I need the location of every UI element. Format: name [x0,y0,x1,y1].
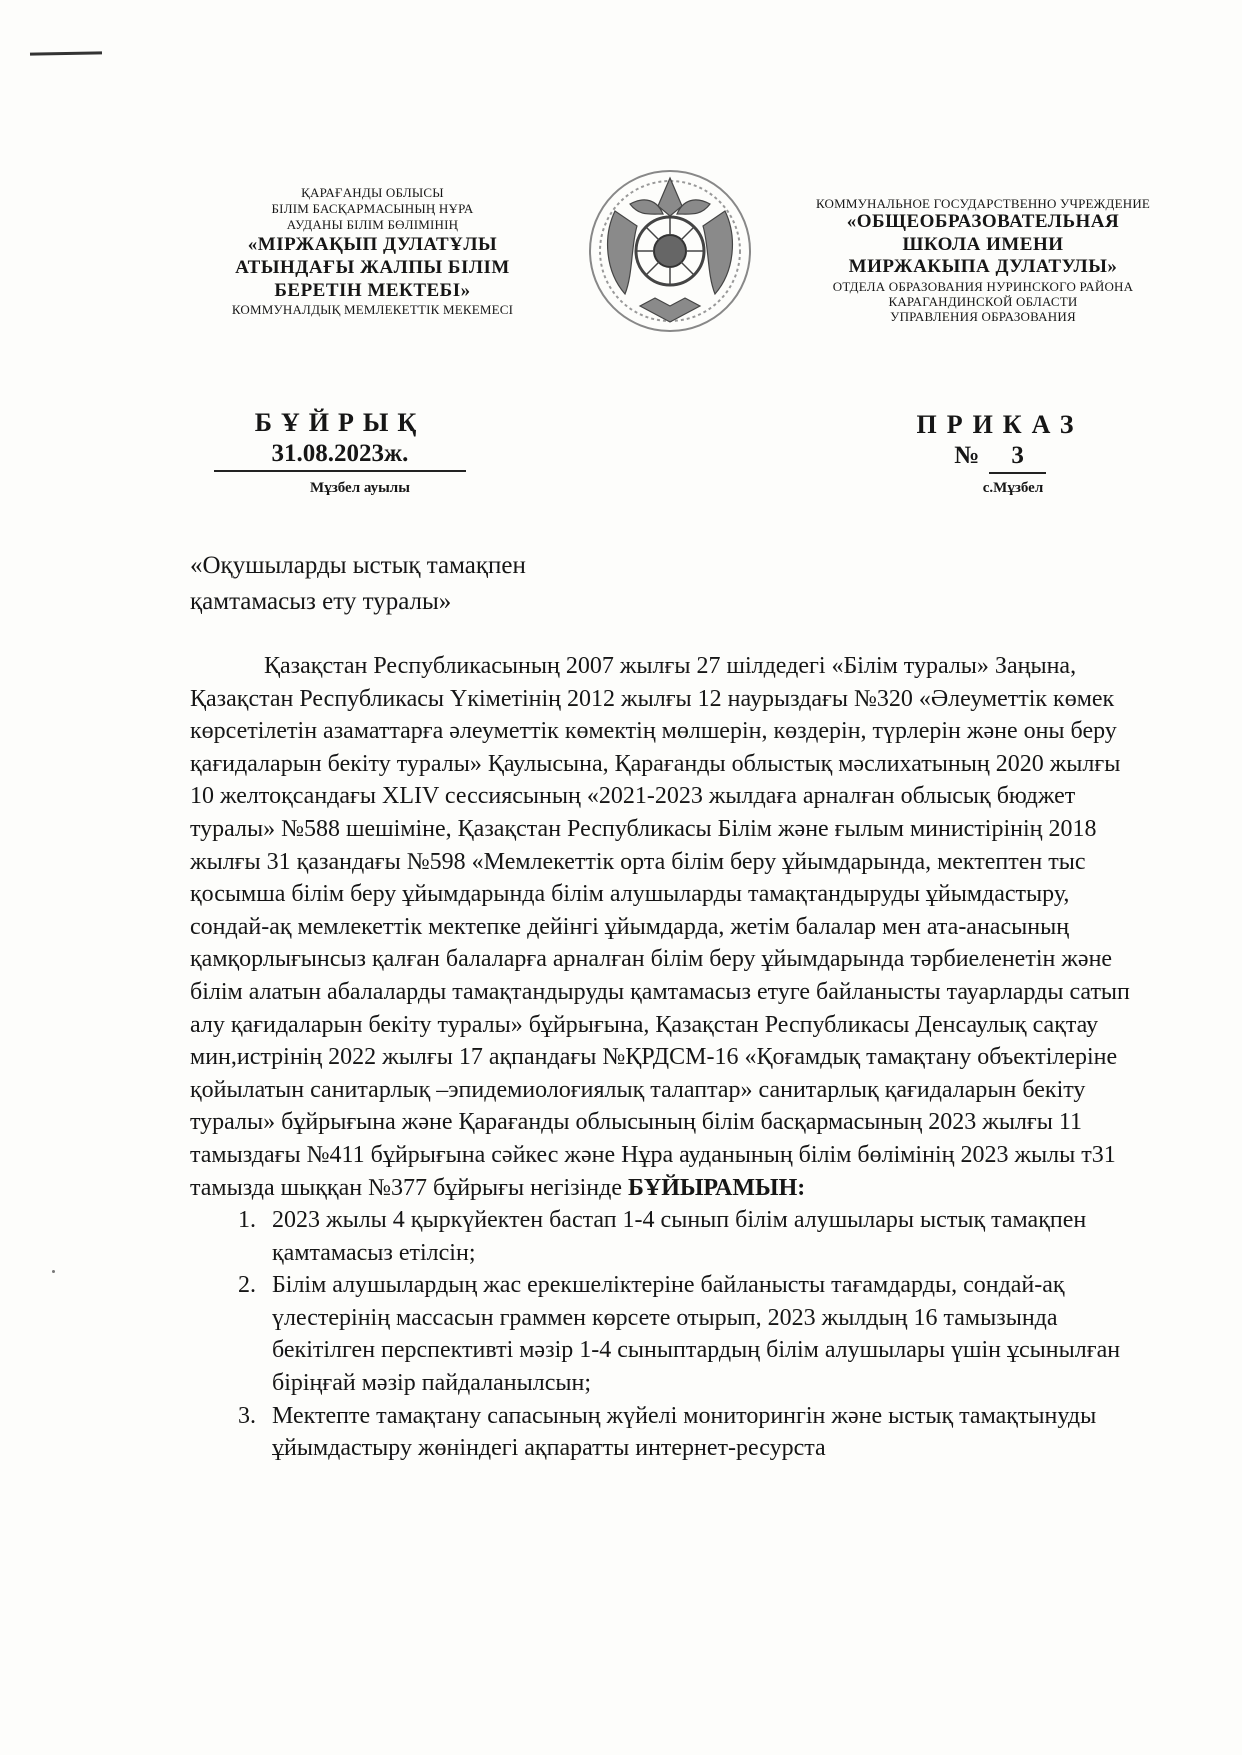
order-number: 3 [989,442,1046,474]
scan-speck [52,1270,55,1273]
header-ru-name1: «ОБЩЕОБРАЗОВАТЕЛЬНАЯ [846,211,1120,233]
list-item: 2. Білім алушылардың жас ерекшеліктеріне байланысты тағамдарды, сондай-ақ үлестерінің массасын граммен көрсете отырып, 2023 жылдың 16 тамызында бекітілген перспективті мәзір 1-4 сыныптардың білім алушылары үшін ұсынылған біріңғай мәзір пайдаланылсын; [262,1269,1150,1399]
order-subject [190,548,526,621]
order-number-line [900,442,1100,474]
header-kz-line1: ҚАРАҒАНДЫ ОБЛЫСЫ [301,185,444,200]
order-number-label: № [954,442,980,469]
header-ru-line3: КАРАГАНДИНСКОЙ ОБЛАСТИ [888,293,1078,309]
order-russian-block [900,410,1100,497]
header-ru-name3: МИРЖАКЫПА ДУЛАТУЛЫ» [848,256,1118,278]
order-kazakh-block [190,408,490,497]
body-paragraph [190,650,1150,1204]
header-kz-line2: БІЛІМ БАСҚАРМАСЫНЫҢ НҰРА [271,200,474,216]
header-kz-name1: «МІРЖАҚЫП ДУЛАТҰЛЫ [247,233,498,255]
header-ru-line2: ОТДЕЛА ОБРАЗОВАНИЯ НУРИНСКОГО РАЙОНА [832,278,1134,294]
order-ru-title: ПРИКАЗ [916,410,1084,439]
order-items-list [190,1204,1150,1465]
body-paragraph-text: Қазақстан Республикасының 2007 жылғы 27 шілдедегі «Білім туралы» Заңына, Қазақстан Республикасы Үкіметінің 2012 жылғы 12 наурыздағы №320 «Әлеуметтік көмек көрсетілетін азаматтарға әлеуметтік көмектің мөлшерін, көздерін, түрлерін және оны беру қағидаларын бекіту туралы» Қаулысына, Қарағанды облыстық мәслихатының 2020 жылғы 10 желтоқсандағы XLIV сессиясының «2021-2023 жылдаға арналған облысық бюджет туралы» №588 шешіміне, Қазақстан Республикасы Білім және ғылым министірінің 2018 жылғы 31 қазандағы №598 «Мемлекеттік орта білім беру ұйымдарында, мектептен тыс қосымша білім беру ұйымдарында білім алушыларды тамақтандыруды ұйымдастыру, сондай-ақ мемлекеттік мектепке дейінгі ұйымдарда, жетім балалар мен ата-анасының қамқорлығынсыз қалған балаларға арналған білім беру ұйымдарында тәрбиеленетін және білім алатын абалаларды тамақтандыруды қамтамасыз етуге байланысты тауарларды сатып алу қағидаларын бекіту туралы» бұйрығына, Қазақстан Республикасы Денсаулық сақтау мин,истрінің 2022 жылғы 17 ақпандағы №ҚРДСМ-16 «Қоғамдық тамақтану объектілеріне қойылатын санитарлық –эпидемиолоғиялық талаптар» санитарлық қағидаларын бекіту туралы» бұйрығына және Қарағанды облысының білім басқармасының 2023 жылғы 11 тамыздағы №411 бұйрығына сәйкес және Нұра ауданының білім бөлімінің 2023 жылы т31 тамызда шыққан №377 бұйрығы негізінде [190,653,1130,1201]
header-ru-line4: УПРАВЛЕНИЯ ОБРАЗОВАНИЯ [890,309,1076,325]
state-emblem-icon [585,166,755,336]
order-date: 31.08.2023ж. [214,440,467,472]
subject-line2: қамтамасыз ету туралы» [190,588,452,616]
order-body [190,650,1150,1465]
header-ru-line1: КОММУНАЛЬНОЕ ГОСУДАРСТВЕННО УЧРЕЖДЕНИЕ [815,196,1151,211]
list-item: 1. 2023 жылы 4 қыркүйектен бастап 1-4 сынып білім алушылары ыстық тамақпен қамтамасыз етілсін; [262,1204,1150,1269]
scan-mark [30,51,102,55]
header-kz-line4: КОММУНАЛДЫҚ МЕМЛЕКЕТТІК МЕКЕМЕСІ [231,302,514,318]
header-russian [788,196,1178,325]
order-kz-place: Мұзбел ауылы [310,480,410,496]
header-kz-name3: БЕРЕТІН МЕКТЕБІ» [274,279,471,301]
subject-line1: «Оқушыларды ыстық тамақпен [190,552,526,579]
command-word: БҰЙЫРАМЫН: [628,1174,806,1201]
header-kazakh [205,185,540,318]
order-ru-place: с.Мұзбел [982,480,1044,496]
header-ru-name2: ШКОЛА ИМЕНИ [902,233,1064,255]
order-kz-title: БҰЙРЫҚ [254,408,426,437]
header-kz-name2: АТЫНДАҒЫ ЖАЛПЫ БІЛІМ [235,256,510,278]
header-kz-line3: АУДАНЫ БІЛІМ БӨЛІМІНІҢ [286,216,459,232]
list-item: 3. Мектепте тамақтану сапасының жүйелі мониторингін және ыстық тамақтынуды ұйымдастыру жөніндегі ақпаратты интернет-ресурста [262,1400,1150,1465]
